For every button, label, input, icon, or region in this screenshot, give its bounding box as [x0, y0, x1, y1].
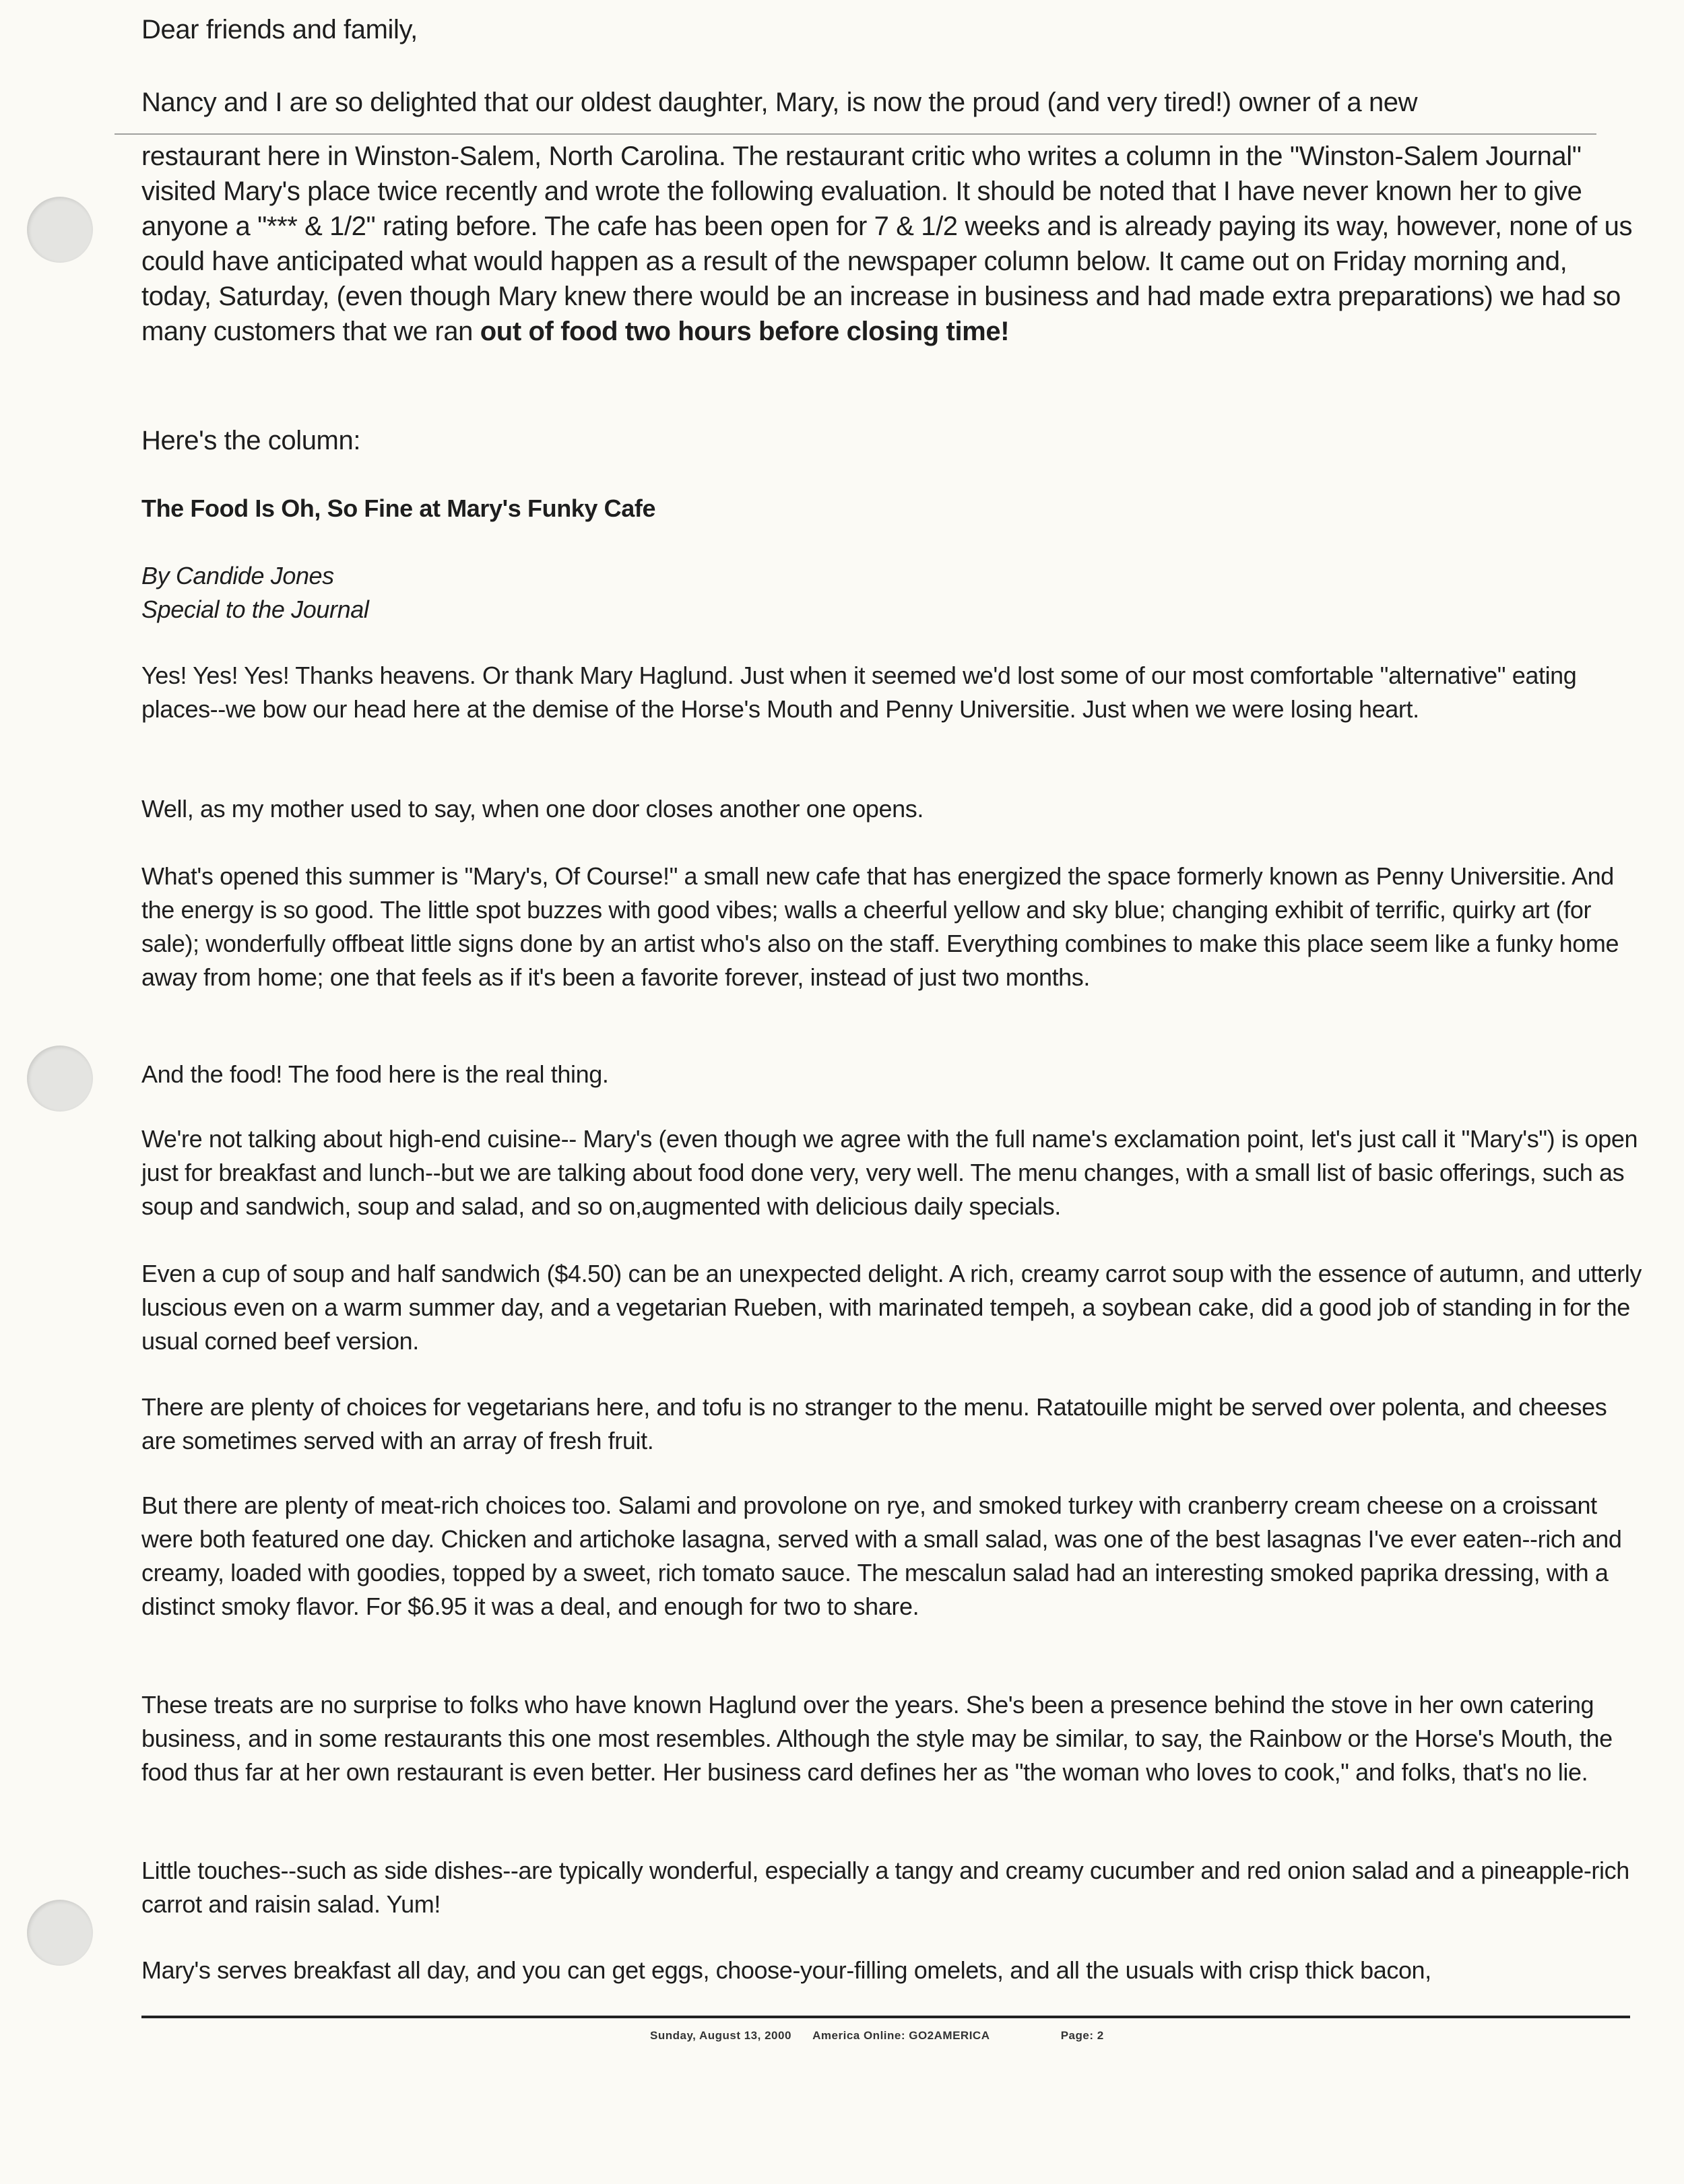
binder-hole-top [27, 197, 93, 263]
column-paragraph: Mary's serves breakfast all day, and you can get eggs, choose-your-filling omelets, and all the usuals with crisp thick bacon, [141, 1956, 1431, 1984]
column-paragraph: These treats are no surprise to folks who have known Haglund over the years. She's been a presence behind the stove in her own catering business, and in some restaurants this one most resembles. Although the style may be similar, to say, the Rainbow or the Horse's Mouth, the food thus far at her own restaurant is even better. Her business card defines her as "the woman who loves to cook," and folks, that's no lie. [141, 1691, 1613, 1786]
binder-hole-middle [27, 1046, 93, 1112]
letter-body [141, 139, 1637, 349]
footer-rule [141, 2016, 1630, 2018]
letter-greeting: Dear friends and family, [141, 15, 418, 44]
column-paragraph: We're not talking about high-end cuisine-- Mary's (even though we agree with the full name's exclamation point, let's just call it "Mary's") is open just for breakfast and lunch--but we are talking about food done very, very well. The menu changes, with a small list of basic offerings, such as soup and sandwich, soup and salad, and so on,augmented with delicious daily specials. [141, 1125, 1638, 1220]
page-footer [650, 2029, 1104, 2043]
column-intro: Here's the column: [141, 426, 361, 455]
column-paragraph: Even a cup of soup and half sandwich ($4.50) can be an unexpected delight. A rich, creamy carrot soup with the essence of autumn, and utterly luscious even on a warm summer day, and a vegetarian Rueben, with marinated tempeh, a soybean cake, did a good job of standing in for the usual corned beef version. [141, 1260, 1642, 1355]
column-affiliation: Special to the Journal [141, 596, 369, 623]
letter-body-text: restaurant here in Winston-Salem, North Carolina. The restaurant critic who writes a column in the "Winston-Salem Journal" visited Mary's place twice recently and wrote the following evaluation. It should be noted that I have never known her to give anyone a "*** & 1/2" rating before. The cafe has been open for 7 & 1/2 weeks and is already paying its way, however, none of us could have anticipated what would happen as a result of the newspaper column below. It came out on Friday morning and, today, Saturday, (even though Mary knew there would be an increase in business and had made extra preparations) we had so many customers that we ran [141, 141, 1633, 346]
column-author: By Candide Jones [141, 562, 334, 589]
page-break-rule [115, 133, 1596, 135]
column-paragraph: What's opened this summer is "Mary's, Of Course!" a small new cafe that has energized the space formerly known as Penny Universitie. And the energy is so good. The little spot buzzes with good vibes; walls a cheerful yellow and sky blue; changing exhibit of terrific, quirky art (for sale); wonderfully offbeat little signs done by an artist who's also on the staff. Everything combines to make this place seem like a funky home away from home; one that feels as if it's been a favorite forever, instead of just two months. [141, 862, 1619, 991]
column-paragraph: And the food! The food here is the real thing. [141, 1060, 609, 1088]
footer-source: America Online: GO2AMERICA [812, 2029, 990, 2042]
footer-page: Page: 2 [1060, 2029, 1104, 2042]
column-paragraph: Yes! Yes! Yes! Thanks heavens. Or thank Mary Haglund. Just when it seemed we'd lost some of our most comfortable "alternative" eating places--we bow our head here at the demise of the Horse's Mouth and Penny Universitie. Just when we were losing heart. [141, 662, 1577, 723]
footer-date: Sunday, August 13, 2000 [650, 2029, 791, 2042]
letter-first-line: Nancy and I are so delighted that our oldest daughter, Mary, is now the proud (and very tired!) owner of a new [141, 88, 1418, 117]
letter-body-emphasis: out of food two hours before closing time! [480, 317, 1010, 346]
column-paragraph: Little touches--such as side dishes--are typically wonderful, especially a tangy and creamy cucumber and red onion salad and a pineapple-rich carrot and raisin salad. Yum! [141, 1857, 1629, 1918]
binder-hole-bottom [27, 1900, 93, 1966]
column-paragraph: But there are plenty of meat-rich choices too. Salami and provolone on rye, and smoked turkey with cranberry cream cheese on a croissant were both featured one day. Chicken and artichoke lasagna, served with a small salad, was one of the best lasagnas I've ever eaten--rich and creamy, loaded with goodies, topped by a sweet, rich tomato sauce. The mescalun salad had an interesting smoked paprika dressing, with a distinct smoky flavor. For $6.95 it was a deal, and enough for two to share. [141, 1491, 1622, 1620]
column-paragraph: There are plenty of choices for vegetarians here, and tofu is no stranger to the menu. Ratatouille might be served over polenta, and cheeses are sometimes served with an array of fresh fruit. [141, 1393, 1607, 1454]
column-paragraph: Well, as my mother used to say, when one door closes another one opens. [141, 795, 924, 823]
column-headline: The Food Is Oh, So Fine at Mary's Funky Cafe [141, 494, 656, 522]
